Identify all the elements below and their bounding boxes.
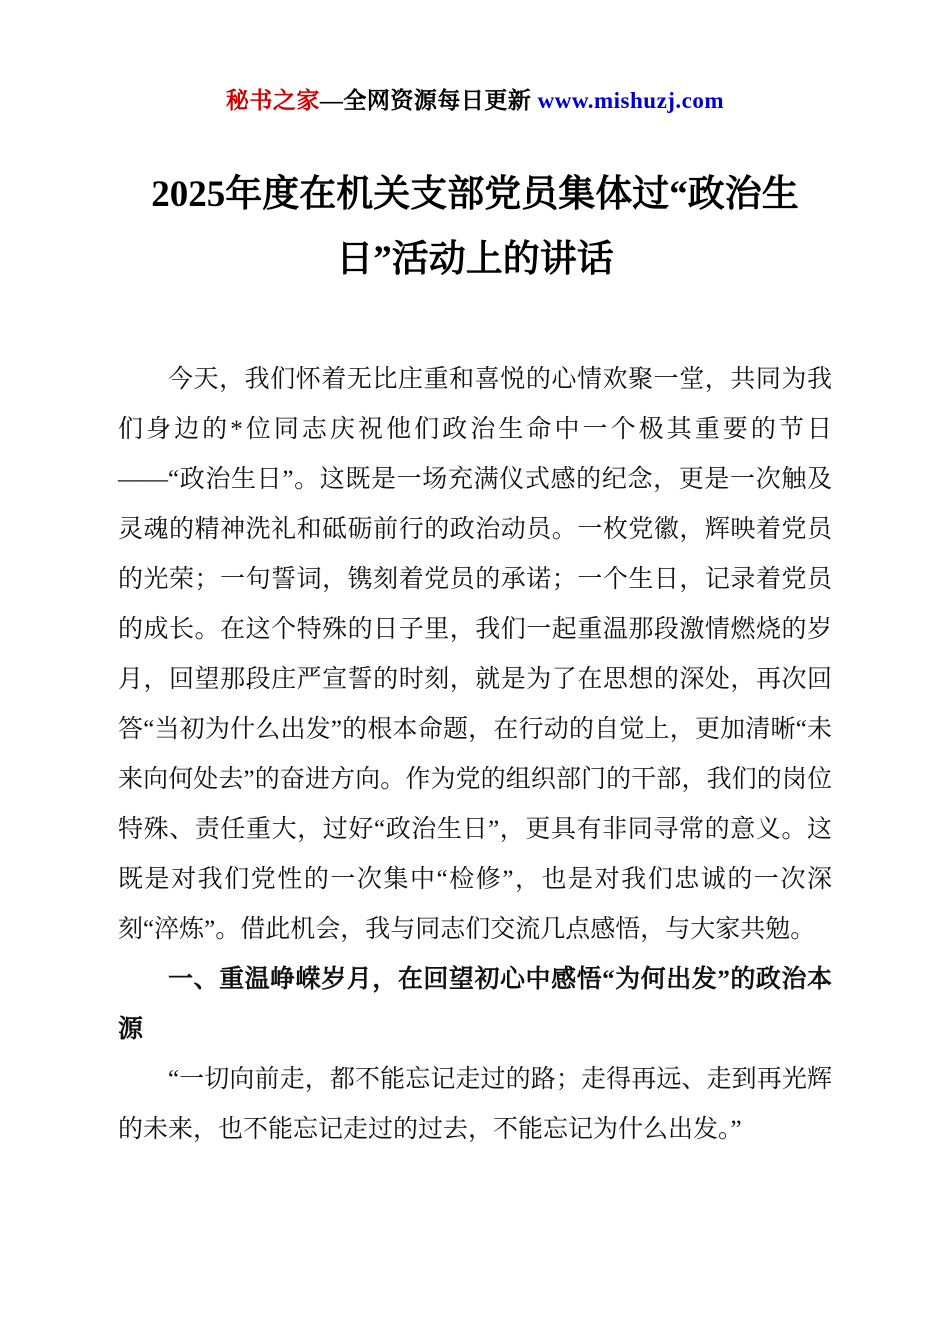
paragraph-quote: “一切向前走，都不能忘记走过的路；走得再远、走到再光辉的未来，也不能忘记走过的过去，不能忘记为什么出发。” <box>118 1065 832 1143</box>
document-title: 2025年度在机关支部党员集体过“政治生日”活动上的讲话 <box>151 174 799 280</box>
site-url-link[interactable]: www.mishuzj.com <box>537 88 725 113</box>
section-heading-1: 一、重温峥嵘岁月，在回望初心中感悟“为何出发”的政治本源 <box>118 965 832 1043</box>
site-tagline: —全网资源每日更新 <box>319 88 538 113</box>
site-name: 秘书之家 <box>225 88 320 113</box>
site-header <box>118 82 832 115</box>
paragraph-intro: 今天，我们怀着无比庄重和喜悦的心情欢聚一堂，共同为我们身边的*位同志庆祝他们政治生命中一个极其重要的节日——“政治生日”。这既是一场充满仪式感的纪念，更是一次触及灵魂的精神洗礼和砥砺前行的政治动员。一枚党徽，辉映着党员的光荣；一句誓词，镌刻着党员的承诺；一个生日，记录着党员的成长。在这个特殊的日子里，我们一起重温那段激情燃烧的岁月，回望那段庄严宣誓的时刻，就是为了在思想的深处，再次回答“当初为什么出发”的根本命题，在行动的自觉上，更加清晰“未来向何处去”的奋进方向。作为党的组织部门的干部，我们的岗位特殊、责任重大，过好“政治生日”，更具有非同寻常的意义。这既是对我们党性的一次集中“检修”，也是对我们忠诚的一次深刻“淬炼”。借此机会，我与同志们交流几点感悟，与大家共勉。 <box>118 365 832 943</box>
